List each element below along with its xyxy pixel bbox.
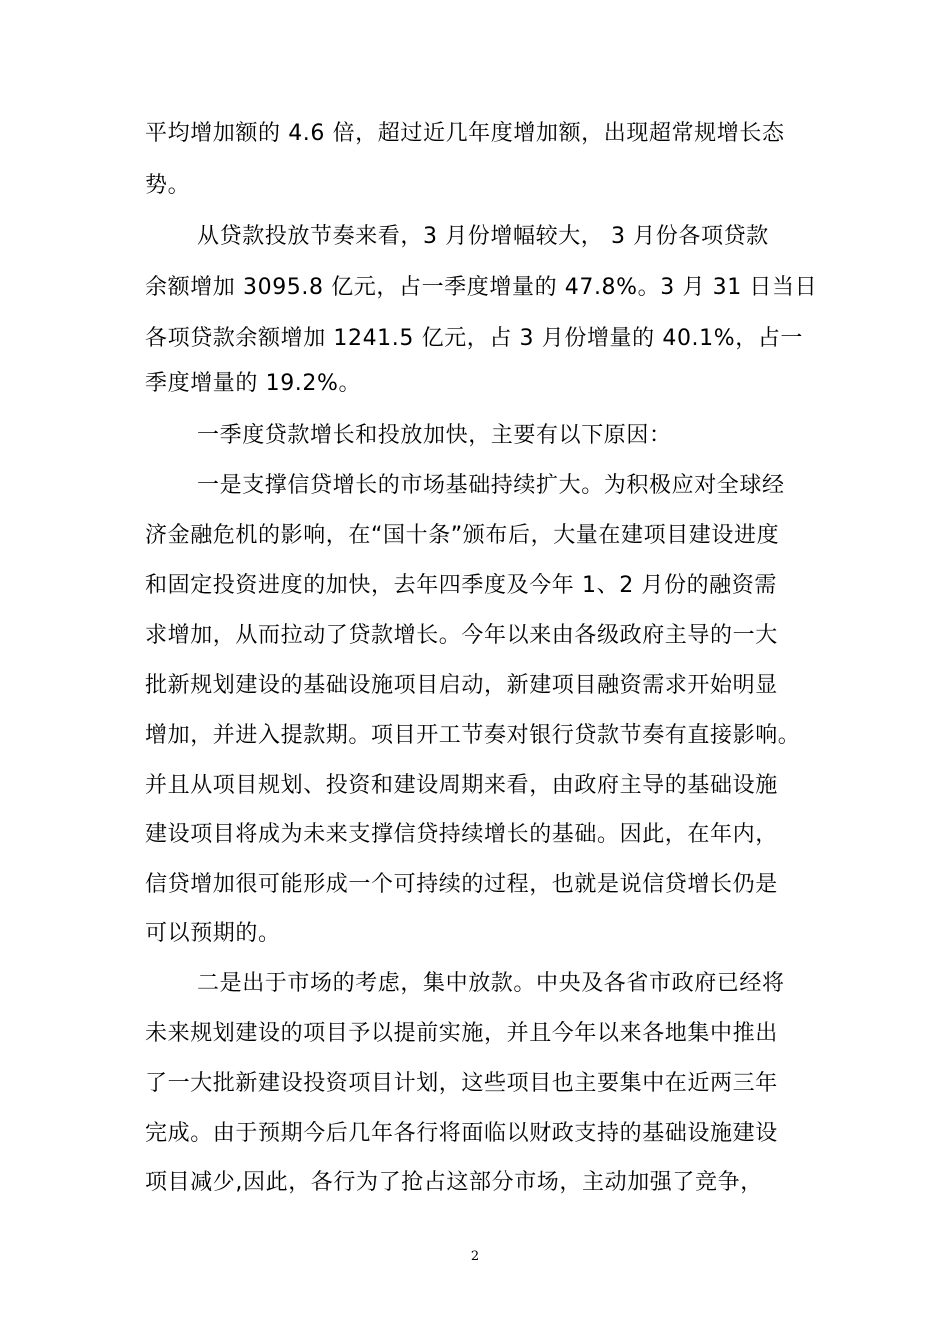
text-line: 济金融危机的影响，在“国十条”颁布后，大量在建项目建设进度 <box>145 523 780 548</box>
page-number: 2 <box>470 1249 480 1264</box>
text-line: 一季度贷款增长和投放加快，主要有以下原因： <box>197 423 672 448</box>
text-line: 完成。由于预期今后几年各行将面临以财政支持的基础设施建设 <box>145 1121 778 1146</box>
text-line: 一是支撑信贷增长的市场基础持续扩大。为积极应对全球经 <box>197 473 785 498</box>
text-line: 从贷款投放节奏来看，3 月份增幅较大， 3 月份各项贷款 <box>197 224 769 249</box>
text-line: 了一大批新建设投资项目计划，这些项目也主要集中在近两三年 <box>145 1071 778 1096</box>
text-line: 并且从项目规划、投资和建设周期来看，由政府主导的基础设施 <box>145 773 778 798</box>
text-line: 求增加，从而拉动了贷款增长。今年以来由各级政府主导的一大 <box>145 623 778 648</box>
text-line: 可以预期的。 <box>145 921 281 946</box>
text-line: 增加，并进入提款期。项目开工节奏对银行贷款节奏有直接影响。 <box>145 723 801 748</box>
text-line: 项目减少,因此，各行为了抢占这部分市场，主动加强了竞争， <box>145 1170 763 1195</box>
text-line: 未来规划建设的项目予以提前实施，并且今年以来各地集中推出 <box>145 1021 778 1046</box>
text-line: 余额增加 3095.8 亿元，占一季度增量的 47.8%。3 月 31 日当日 <box>145 275 818 300</box>
text-line: 势。 <box>145 173 191 198</box>
text-line: 二是出于市场的考虑，集中放款。中央及各省市政府已经将 <box>197 971 785 996</box>
text-line: 季度增量的 19.2%。 <box>145 371 362 396</box>
text-line: 批新规划建设的基础设施项目启动，新建项目融资需求开始明显 <box>145 673 778 698</box>
text-line: 平均增加额的 4.6 倍，超过近几年度增加额，出现超常规增长态 <box>145 121 785 146</box>
text-line: 建设项目将成为未来支撑信贷持续增长的基础。因此，在年内， <box>145 822 778 847</box>
text-line: 各项贷款余额增加 1241.5 亿元，占 3 月份增量的 40.1%，占一 <box>145 326 804 351</box>
text-line: 和固定投资进度的加快，去年四季度及今年 1、2 月份的融资需 <box>145 573 777 598</box>
text-line: 信贷增加很可能形成一个可持续的过程，也就是说信贷增长仍是 <box>145 872 778 897</box>
